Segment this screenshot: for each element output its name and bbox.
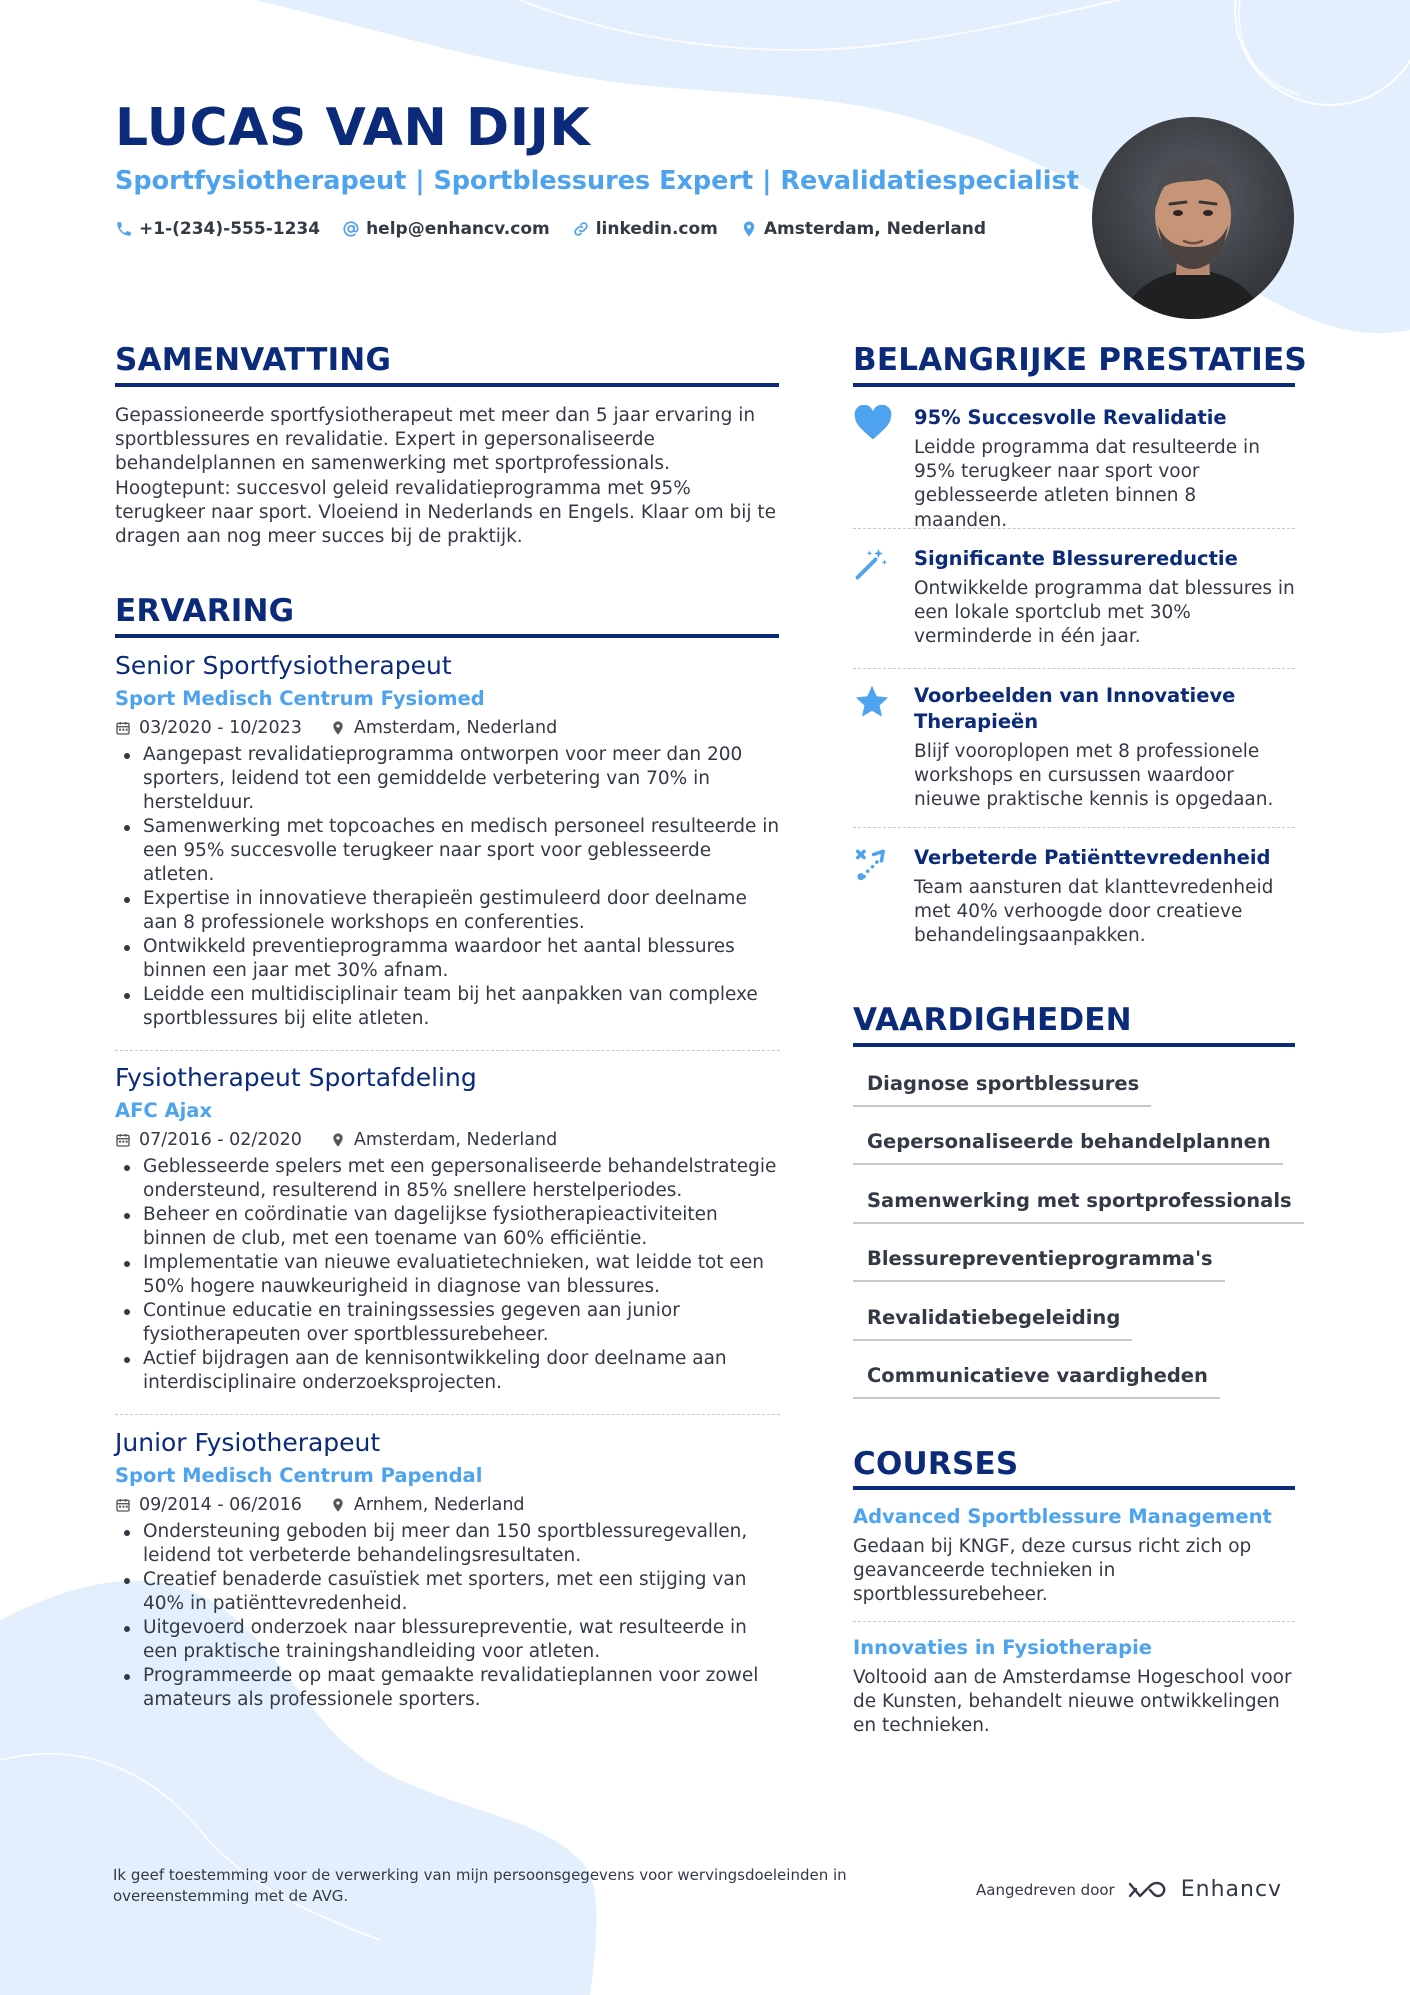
enhancv-logo-icon bbox=[1127, 1878, 1173, 1902]
star-icon bbox=[853, 683, 893, 723]
contact-linkedin[interactable] bbox=[572, 219, 718, 239]
profile-photo bbox=[1092, 117, 1294, 319]
job-bullet: Actief bijdragen aan de kennisontwikkeling door deelname aan interdisciplinaire onderzoeksprojecten. bbox=[115, 1347, 780, 1395]
job-bullets bbox=[115, 1155, 780, 1395]
course-text: Voltooid aan de Amsterdamse Hogeschool voor de Kunsten, behandelt nieuwe ontwikkelingen en technieken. bbox=[853, 1667, 1292, 1737]
phone-icon bbox=[115, 220, 133, 238]
job-location: Amsterdam, Nederland bbox=[353, 718, 558, 738]
courses-heading: COURSES bbox=[853, 1446, 1019, 1482]
email-address: help@enhancv.com bbox=[366, 219, 550, 239]
calendar-icon bbox=[115, 720, 131, 736]
job-divider bbox=[115, 1414, 780, 1415]
summary-text: Gepassioneerde sportfysiotherapeut met meer dan 5 jaar ervaring in sportblessures en revalidatie. Expert in gepersonaliseerde behandelplannen en samenwerking met sportprofessionals. Hoogtepunt: succesvol geleid revalidatieprogramma met 95% terugkeer naar sport. Vloeiend in Nederlands en Engels. Klaar om bij te dragen aan nog meer succes bij de praktijk. bbox=[115, 405, 777, 548]
brand-name: Enhancv bbox=[1180, 1877, 1283, 1902]
achievement-item bbox=[853, 845, 1295, 949]
job-bullet: Implementatie van nieuwe evaluatietechnieken, wat leidde tot een 50% hogere nauwkeurigheid in diagnose van blessures. bbox=[115, 1251, 780, 1299]
job-bullet: Continue educatie en trainingssessies gegeven aan junior fysiotherapeuten over sportblessurebeheer. bbox=[115, 1299, 780, 1347]
achievement-text: Blijf vooroplopen met 8 professionele workshops en cursussen waardoor nieuwe praktische kennis is opgedaan. bbox=[914, 741, 1274, 811]
achievement-title: Significante Blessurereductie bbox=[914, 547, 1238, 570]
achievement-text: Ontwikkelde programma dat blessures in een lokale sportclub met 30% verminderde in één jaar. bbox=[914, 578, 1295, 648]
job-bullet: Samenwerking met topcoaches en medisch personeel resulteerde in een 95% succesvolle terugkeer naar sport voor geblesseerde atleten. bbox=[115, 815, 780, 887]
skill-tag: Communicatieve vaardigheden bbox=[853, 1364, 1220, 1399]
experience-heading: ERVARING bbox=[115, 593, 295, 629]
skill-tag: Gepersonaliseerde behandelplannen bbox=[853, 1130, 1283, 1165]
achievement-divider bbox=[853, 668, 1295, 669]
course-item bbox=[853, 1505, 1295, 1608]
job-company: AFC Ajax bbox=[115, 1099, 213, 1122]
job-bullet: Expertise in innovatieve therapieën gestimuleerd door deelname aan 8 professionele workshops en conferenties. bbox=[115, 887, 780, 935]
achievement-text: Leidde programma dat resulteerde in 95% terugkeer naar sport voor geblesseerde atleten binnen 8 maanden. bbox=[914, 437, 1260, 531]
powered-by[interactable] bbox=[976, 1877, 1282, 1902]
location-pin-icon bbox=[330, 1132, 346, 1148]
job-bullet: Ondersteuning geboden bij meer dan 150 sportblessuregevallen, leidend tot verbeterde behandelingsresultaten. bbox=[115, 1520, 780, 1568]
job-title: Fysiotherapeut Sportafdeling bbox=[115, 1063, 477, 1092]
achievement-title: Verbeterde Patiënttevredenheid bbox=[914, 846, 1271, 869]
job-bullet: Geblesseerde spelers met een gepersonaliseerde behandelstrategie ondersteund, resulterend in 85% snellere herstelperiodes. bbox=[115, 1155, 780, 1203]
achievement-item bbox=[853, 546, 1295, 650]
job-bullets bbox=[115, 743, 780, 1031]
job-entry bbox=[115, 651, 780, 1031]
skills-rule bbox=[853, 1043, 1295, 1047]
courses-rule bbox=[853, 1486, 1295, 1490]
job-bullets bbox=[115, 1520, 780, 1712]
achievement-title: Voorbeelden van Innovatieve Therapieën bbox=[914, 684, 1236, 733]
job-dates: 07/2016 - 02/2020 bbox=[139, 1130, 302, 1150]
course-title: Innovaties in Fysiotherapie bbox=[853, 1636, 1152, 1659]
link-icon bbox=[572, 220, 590, 238]
course-title: Advanced Sportblessure Management bbox=[853, 1505, 1272, 1528]
achievements-heading: BELANGRIJKE PRESTATIES bbox=[853, 342, 1307, 378]
skills-heading: VAARDIGHEDEN bbox=[853, 1002, 1132, 1038]
job-meta bbox=[115, 1495, 780, 1515]
consent-note: Ik geef toestemming voor de verwerking van mijn persoonsgegevens voor wervingsdoeleinden in overeenstemming met de AVG. bbox=[113, 1866, 847, 1905]
job-bullet: Leidde een multidisciplinair team bij het aanpakken van complexe sportblessures bij elite atleten. bbox=[115, 983, 780, 1031]
job-title: Junior Fysiotherapeut bbox=[115, 1428, 381, 1457]
at-icon bbox=[342, 220, 360, 238]
candidate-subtitle: Sportfysiotherapeut | Sportblessures Expert | Revalidatiespecialist bbox=[115, 166, 1079, 196]
magic-wand-icon bbox=[853, 546, 893, 586]
phone-number: +1-(234)-555-1234 bbox=[139, 219, 321, 239]
candidate-name: LUCAS VAN DIJK bbox=[115, 98, 591, 158]
location-text: Amsterdam, Nederland bbox=[763, 219, 987, 239]
calendar-icon bbox=[115, 1497, 131, 1513]
powered-by-label: Aangedreven door bbox=[976, 1880, 1115, 1899]
job-company: Sport Medisch Centrum Fysiomed bbox=[115, 687, 485, 710]
linkedin-url: linkedin.com bbox=[595, 219, 718, 239]
summary-heading: SAMENVATTING bbox=[115, 342, 392, 378]
job-bullet: Ontwikkeld preventieprogramma waardoor het aantal blessures binnen een jaar met 30% afnam. bbox=[115, 935, 780, 983]
job-dates: 03/2020 - 10/2023 bbox=[139, 718, 302, 738]
job-dates: 09/2014 - 06/2016 bbox=[139, 1495, 302, 1515]
course-item bbox=[853, 1636, 1295, 1739]
job-meta bbox=[115, 718, 780, 738]
course-divider bbox=[853, 1621, 1295, 1622]
course-text: Gedaan bij KNGF, deze cursus richt zich op geavanceerde technieken in sportblessurebeheer. bbox=[853, 1536, 1252, 1606]
job-bullet: Creatief benaderde casuïstiek met sporters, met een stijging van 40% in patiënttevredenheid. bbox=[115, 1568, 780, 1616]
skill-tag: Blessurepreventieprogramma's bbox=[853, 1247, 1225, 1282]
job-bullet: Aangepast revalidatieprogramma ontworpen voor meer dan 200 sporters, leidend tot een gemiddelde verbetering van 70% in herstelduur. bbox=[115, 743, 780, 815]
job-bullet: Beheer en coördinatie van dagelijkse fysiotherapieactiviteiten binnen de club, met een toename van 60% efficiëntie. bbox=[115, 1203, 780, 1251]
contact-bar bbox=[115, 219, 1008, 239]
achievement-item bbox=[853, 405, 1295, 533]
job-entry bbox=[115, 1428, 780, 1712]
job-company: Sport Medisch Centrum Papendal bbox=[115, 1464, 483, 1487]
skill-tag: Diagnose sportblessures bbox=[853, 1072, 1151, 1107]
job-location: Arnhem, Nederland bbox=[353, 1495, 525, 1515]
achievement-text: Team aansturen dat klanttevredenheid met 40% verhoogde door creatieve behandelingsaanpakken. bbox=[914, 877, 1274, 947]
experience-rule bbox=[115, 634, 779, 638]
contact-email[interactable] bbox=[342, 219, 550, 239]
job-meta bbox=[115, 1130, 780, 1150]
achievement-divider bbox=[853, 827, 1295, 828]
location-pin-icon bbox=[330, 1497, 346, 1513]
achievement-item bbox=[853, 683, 1295, 813]
calendar-icon bbox=[115, 1132, 131, 1148]
contact-location bbox=[740, 219, 986, 239]
achievement-title: 95% Succesvolle Revalidatie bbox=[914, 406, 1227, 429]
skill-tag: Revalidatiebegeleiding bbox=[853, 1306, 1132, 1341]
location-pin-icon bbox=[330, 720, 346, 736]
job-bullet: Programmeerde op maat gemaakte revalidatieplannen voor zowel amateurs als professionele sporters. bbox=[115, 1664, 780, 1712]
summary-rule bbox=[115, 383, 779, 387]
job-location: Amsterdam, Nederland bbox=[353, 1130, 558, 1150]
achievement-divider bbox=[853, 528, 1295, 529]
heart-icon bbox=[853, 405, 893, 445]
skill-tag: Samenwerking met sportprofessionals bbox=[853, 1189, 1304, 1224]
job-title: Senior Sportfysiotherapeut bbox=[115, 651, 452, 680]
strategy-icon bbox=[853, 845, 893, 885]
job-divider bbox=[115, 1050, 780, 1051]
job-bullet: Uitgevoerd onderzoek naar blessurepreventie, wat resulteerde in een praktische trainingshandleiding voor atleten. bbox=[115, 1616, 780, 1664]
location-pin-icon bbox=[740, 220, 758, 238]
job-entry bbox=[115, 1063, 780, 1395]
contact-phone[interactable] bbox=[115, 219, 320, 239]
achievements-rule bbox=[853, 383, 1295, 387]
